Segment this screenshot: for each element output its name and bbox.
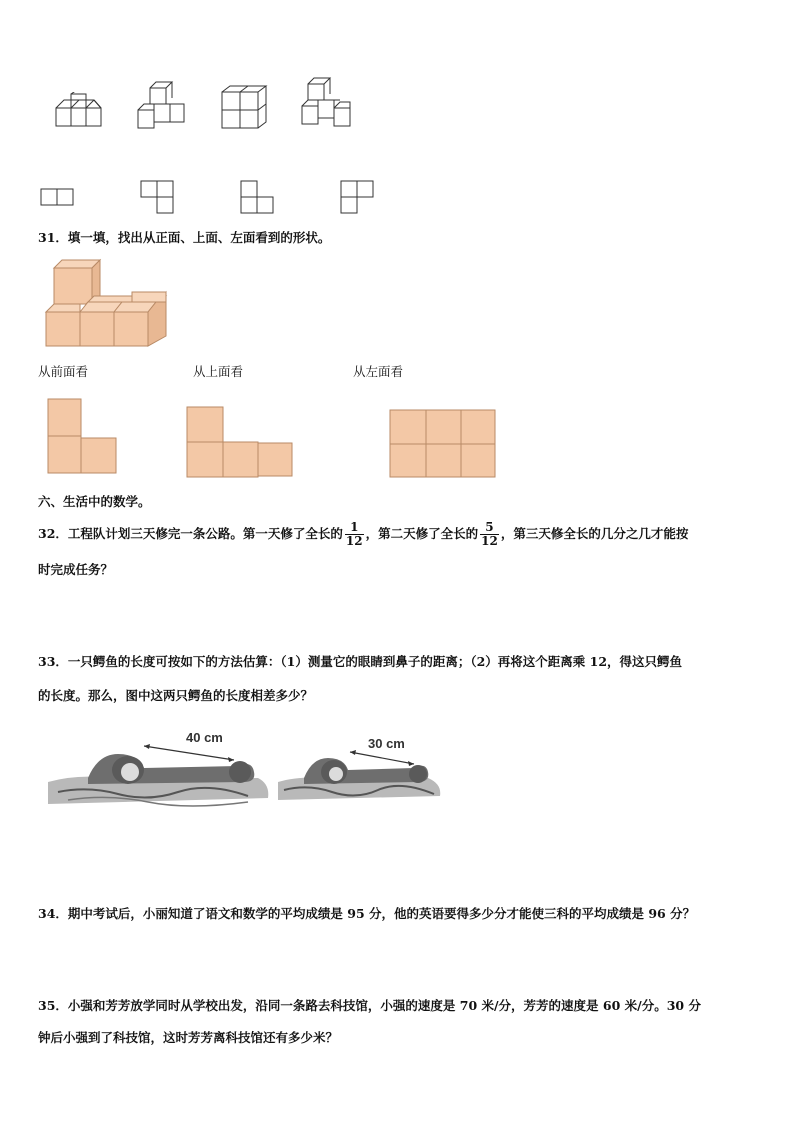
- cube-figure-4: [298, 76, 358, 132]
- shape-option-3: [240, 180, 276, 216]
- crocodile-illustration-2: [278, 732, 444, 804]
- front-view-shape: [46, 398, 118, 476]
- shape-option-1: [40, 188, 76, 208]
- crocodile-1-measure-label: 40 cm: [186, 730, 223, 745]
- fraction-5-12: [480, 521, 499, 548]
- crocodile-2-measure-label: 30 cm: [368, 736, 405, 751]
- section-6-title: 六、生活中的数学。: [38, 494, 151, 509]
- cube-stack-3d: [40, 256, 172, 348]
- crocodile-illustration-1: [48, 724, 272, 810]
- question-32-line1: [38, 516, 688, 552]
- view-label-left: 从左面看: [353, 364, 404, 379]
- shape-option-4: [340, 180, 376, 216]
- q32-text-part3: ，第三天修全长的几分之几才能按: [500, 526, 689, 541]
- q32-text-part2: ，第二天修了全长的: [365, 526, 479, 541]
- question-32-line2: 时完成任务？: [38, 562, 114, 577]
- q32-text-part1: 32．工程队计划三天修完一条公路。第一天修了全长的: [38, 526, 343, 541]
- view-label-top: 从上面看: [193, 364, 244, 379]
- question-35-line2: 钟后小强到了科技馆，这时芳芳离科技馆还有多少米？: [38, 1030, 339, 1045]
- fraction-1-denominator: 12: [345, 534, 363, 548]
- fraction-2-numerator: 5: [485, 520, 494, 534]
- cube-figure-1: [52, 92, 108, 132]
- top-view-shape: [186, 406, 294, 478]
- question-33-line1: 33．一只鳄鱼的长度可按如下的方法估算：（1）测量它的眼睛到鼻子的距离；（2）再将这个距离乘 12，得这只鳄鱼: [38, 654, 683, 669]
- shape-option-2: [140, 180, 176, 216]
- view-label-front: 从前面看: [38, 364, 89, 379]
- question-31: 31．填一填，找出从正面、上面、左面看到的形状。: [38, 230, 331, 245]
- cube-figure-3: [218, 84, 274, 132]
- cube-figure-2: [134, 80, 190, 134]
- fraction-1-numerator: 1: [350, 520, 359, 534]
- question-33-line2: 的长度。那么，图中这两只鳄鱼的长度相差多少？: [38, 688, 314, 703]
- question-34: 34．期中考试后，小丽知道了语文和数学的平均成绩是 95 分，他的英语要得多少分才能使三科的平均成绩是 96 分？: [38, 906, 696, 921]
- fraction-2-denominator: 12: [481, 534, 498, 548]
- left-view-shape: [389, 409, 497, 479]
- fraction-1-12: [345, 521, 364, 548]
- question-35-line1: 35．小强和芳芳放学同时从学校出发，沿同一条路去科技馆，小强的速度是 70 米/分，芳芳的速度是 60 米/分。30 分: [38, 998, 701, 1013]
